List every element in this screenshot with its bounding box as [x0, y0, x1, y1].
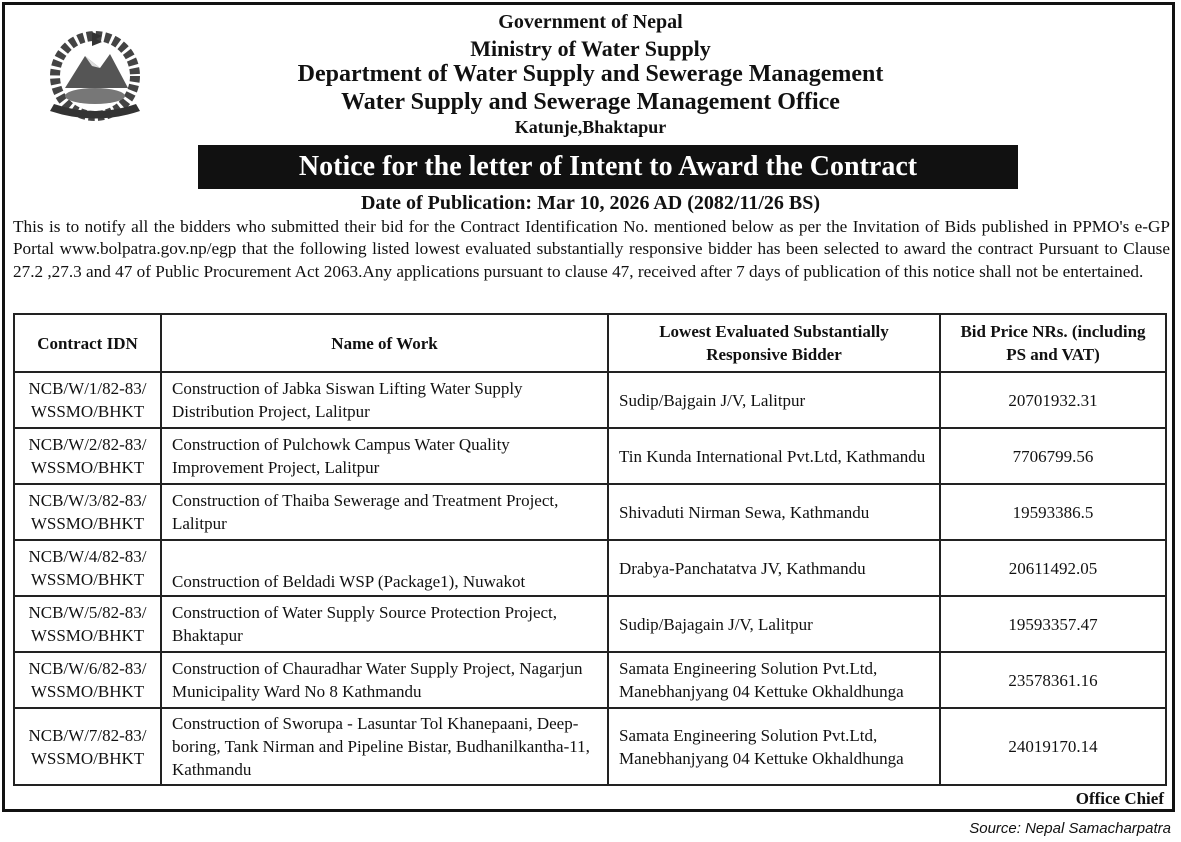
award-table: [13, 313, 1167, 786]
contract-idn: NCB/W/5/82-83/ WSSMO/BHKT: [14, 596, 161, 652]
bidder: Drabya-Panchatatva JV, Kathmandu: [608, 540, 940, 596]
publication-date: Date of Publication: Mar 10, 2026 AD (2082/11/26 BS): [360, 192, 821, 214]
table-header-row: [14, 314, 1166, 372]
contract-idn: NCB/W/2/82-83/ WSSMO/BHKT: [14, 428, 161, 484]
government-heading: Government of Nepal: [498, 11, 683, 33]
table-row: [14, 596, 1166, 652]
location-heading: Katunje,Bhaktapur: [514, 117, 667, 137]
work-name: Construction of Water Supply Source Protection Project, Bhaktapur: [161, 596, 608, 652]
bidder: Shivaduti Nirman Sewa, Kathmandu: [608, 484, 940, 540]
table-row: [14, 652, 1166, 708]
table-row: [14, 372, 1166, 428]
bid-price: 23578361.16: [940, 652, 1166, 708]
bidder: Tin Kunda International Pvt.Ltd, Kathmandu: [608, 428, 940, 484]
contract-idn: NCB/W/7/82-83/ WSSMO/BHKT: [14, 708, 161, 785]
office-heading: Water Supply and Sewerage Management Office: [341, 89, 840, 115]
bidder: Samata Engineering Solution Pvt.Ltd, Manebhanjyang 04 Kettuke Okhaldhunga: [608, 652, 940, 708]
bid-price: 19593357.47: [940, 596, 1166, 652]
bid-price: 19593386.5: [940, 484, 1166, 540]
table-row: [14, 428, 1166, 484]
bid-price: 20701932.31: [940, 372, 1166, 428]
work-name: Construction of Chauradhar Water Supply Project, Nagarjun Municipality Ward No 8 Kathmandu: [161, 652, 608, 708]
table-row: [14, 484, 1166, 540]
bidder: Samata Engineering Solution Pvt.Ltd, Manebhanjyang 04 Kettuke Okhaldhunga: [608, 708, 940, 785]
signature-office-chief: Office Chief: [1075, 789, 1164, 808]
source-credit: Source: Nepal Samacharpatra: [969, 820, 1171, 837]
header-contract-idn: Contract IDN: [14, 314, 161, 372]
work-name: Construction of Sworupa - Lasuntar Tol Khanepaani, Deep-boring, Tank Nirman and Pipeline Bistar, Budhanilkantha-11, Kathmandu: [161, 708, 608, 785]
bid-price: 7706799.56: [940, 428, 1166, 484]
bid-price: 20611492.05: [940, 540, 1166, 596]
contract-idn: NCB/W/6/82-83/ WSSMO/BHKT: [14, 652, 161, 708]
contract-idn: NCB/W/1/82-83/ WSSMO/BHKT: [14, 372, 161, 428]
work-name: Construction of Beldadi WSP (Package1), Nuwakot: [161, 540, 608, 596]
work-name: Construction of Thaiba Sewerage and Treatment Project, Lalitpur: [161, 484, 608, 540]
table-row: [14, 540, 1166, 596]
contract-idn: NCB/W/3/82-83/ WSSMO/BHKT: [14, 484, 161, 540]
ministry-heading: Ministry of Water Supply: [470, 36, 711, 61]
notice-title: Notice for the letter of Intent to Award the Contract: [198, 145, 1018, 189]
contract-idn: NCB/W/4/82-83/ WSSMO/BHKT: [14, 540, 161, 596]
header-name-of-work: Name of Work: [161, 314, 608, 372]
table-row: [14, 708, 1166, 785]
header-bidder: Lowest Evaluated Substantially Responsive Bidder: [608, 314, 940, 372]
bid-price: 24019170.14: [940, 708, 1166, 785]
work-name: Construction of Jabka Siswan Lifting Water Supply Distribution Project, Lalitpur: [161, 372, 608, 428]
work-name: Construction of Pulchowk Campus Water Quality Improvement Project, Lalitpur: [161, 428, 608, 484]
department-heading: Department of Water Supply and Sewerage Management: [297, 61, 884, 87]
bidder: Sudip/Bajagain J/V, Lalitpur: [608, 596, 940, 652]
header-bid-price: Bid Price NRs. (including PS and VAT): [940, 314, 1166, 372]
bidder: Sudip/Bajgain J/V, Lalitpur: [608, 372, 940, 428]
notice-body: This is to notify all the bidders who submitted their bid for the Contract Identification No. mentioned below as per the Invitation of Bids published in PPMO's e-GP Portal www.bolpatra.gov.np/egp that the following listed lowest evaluated substantially responsive bidder has been selected to award the contract Pursuant to Clause 27.2 ,27.3 and 47 of Public Procurement Act 2063.Any applications pursuant to clause 47, received after 7 days of publication of this notice shall not be entertained.: [13, 217, 1170, 281]
